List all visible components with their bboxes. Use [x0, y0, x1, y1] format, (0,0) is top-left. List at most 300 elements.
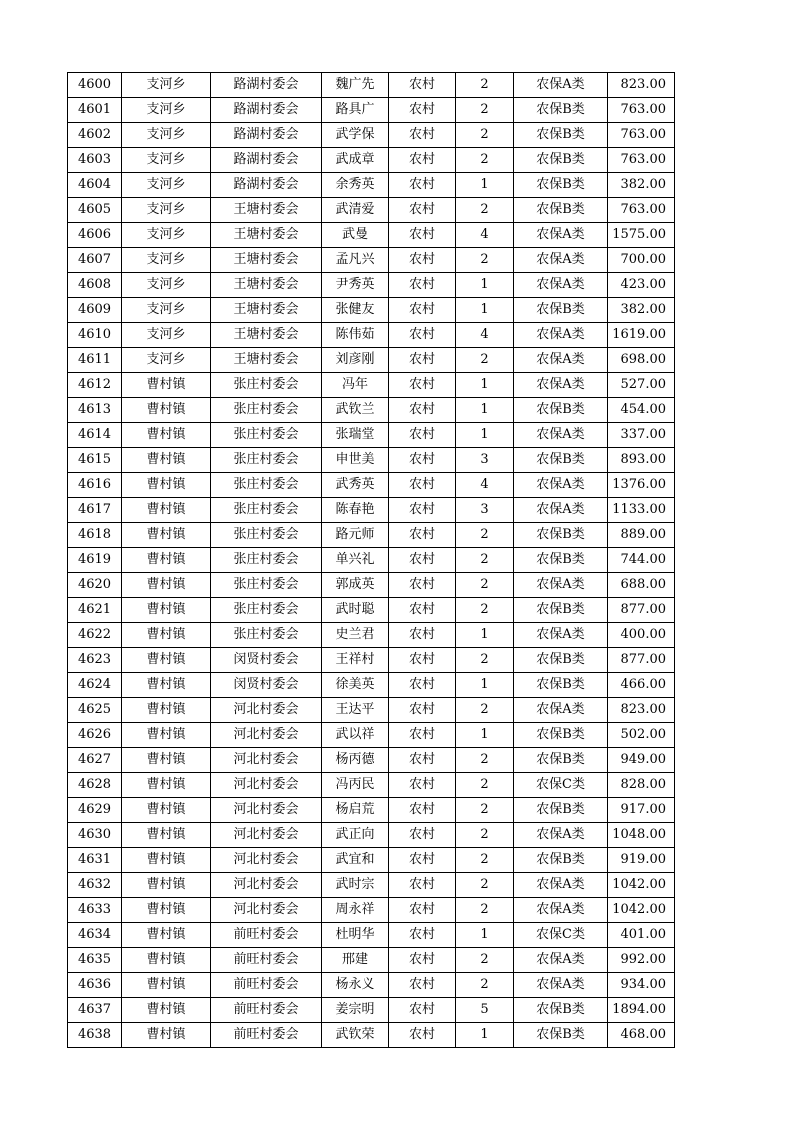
household-count-cell: 2: [456, 548, 514, 573]
amount-cell: 763.00: [608, 123, 675, 148]
insurance-category-cell: 农保B类: [514, 848, 608, 873]
village-committee-cell: 前旺村委会: [211, 923, 322, 948]
row-number-cell: 4627: [68, 748, 122, 773]
row-number-cell: 4632: [68, 873, 122, 898]
name-cell: 武学保: [322, 123, 389, 148]
name-cell: 路元师: [322, 523, 389, 548]
area-type-cell: 农村: [389, 448, 456, 473]
amount-cell: 949.00: [608, 748, 675, 773]
insurance-category-cell: 农保A类: [514, 473, 608, 498]
name-cell: 孟凡兴: [322, 248, 389, 273]
township-cell: 曹村镇: [122, 1023, 211, 1048]
amount-cell: 889.00: [608, 523, 675, 548]
household-count-cell: 2: [456, 848, 514, 873]
table-row: [68, 598, 675, 623]
township-cell: 曹村镇: [122, 423, 211, 448]
row-number-cell: 4615: [68, 448, 122, 473]
household-count-cell: 2: [456, 948, 514, 973]
household-count-cell: 2: [456, 198, 514, 223]
insurance-category-cell: 农保B类: [514, 673, 608, 698]
area-type-cell: 农村: [389, 598, 456, 623]
insurance-category-cell: 农保A类: [514, 573, 608, 598]
amount-cell: 1894.00: [608, 998, 675, 1023]
name-cell: 武正向: [322, 823, 389, 848]
area-type-cell: 农村: [389, 773, 456, 798]
name-cell: 张健友: [322, 298, 389, 323]
table-row: [68, 398, 675, 423]
row-number-cell: 4622: [68, 623, 122, 648]
insurance-category-cell: 农保A类: [514, 73, 608, 98]
household-count-cell: 1: [456, 298, 514, 323]
insurance-category-cell: 农保B类: [514, 448, 608, 473]
area-type-cell: 农村: [389, 823, 456, 848]
township-cell: 支河乡: [122, 273, 211, 298]
area-type-cell: 农村: [389, 548, 456, 573]
village-committee-cell: 河北村委会: [211, 873, 322, 898]
area-type-cell: 农村: [389, 523, 456, 548]
township-cell: 支河乡: [122, 223, 211, 248]
name-cell: 姜宗明: [322, 998, 389, 1023]
township-cell: 曹村镇: [122, 648, 211, 673]
township-cell: 支河乡: [122, 348, 211, 373]
insurance-category-cell: 农保B类: [514, 298, 608, 323]
township-cell: 曹村镇: [122, 673, 211, 698]
insurance-category-cell: 农保A类: [514, 423, 608, 448]
household-count-cell: 1: [456, 723, 514, 748]
table-row: [68, 373, 675, 398]
insurance-category-cell: 农保C类: [514, 773, 608, 798]
table-row: [68, 523, 675, 548]
amount-cell: 454.00: [608, 398, 675, 423]
amount-cell: 466.00: [608, 673, 675, 698]
amount-cell: 337.00: [608, 423, 675, 448]
insurance-category-cell: 农保B类: [514, 798, 608, 823]
table-row: [68, 148, 675, 173]
table-row: [68, 498, 675, 523]
area-type-cell: 农村: [389, 848, 456, 873]
row-number-cell: 4611: [68, 348, 122, 373]
household-count-cell: 4: [456, 473, 514, 498]
table-row: [68, 848, 675, 873]
table-row: [68, 173, 675, 198]
village-committee-cell: 路湖村委会: [211, 148, 322, 173]
township-cell: 曹村镇: [122, 998, 211, 1023]
township-cell: 曹村镇: [122, 773, 211, 798]
insurance-category-cell: 农保A类: [514, 248, 608, 273]
area-type-cell: 农村: [389, 898, 456, 923]
row-number-cell: 4614: [68, 423, 122, 448]
household-count-cell: 2: [456, 773, 514, 798]
amount-cell: 917.00: [608, 798, 675, 823]
township-cell: 支河乡: [122, 248, 211, 273]
amount-cell: 934.00: [608, 973, 675, 998]
amount-cell: 763.00: [608, 98, 675, 123]
row-number-cell: 4635: [68, 948, 122, 973]
name-cell: 张瑞堂: [322, 423, 389, 448]
household-count-cell: 2: [456, 523, 514, 548]
township-cell: 曹村镇: [122, 573, 211, 598]
township-cell: 曹村镇: [122, 698, 211, 723]
table-row: [68, 948, 675, 973]
table-row: [68, 198, 675, 223]
township-cell: 支河乡: [122, 123, 211, 148]
amount-cell: 527.00: [608, 373, 675, 398]
township-cell: 曹村镇: [122, 798, 211, 823]
name-cell: 武清爱: [322, 198, 389, 223]
area-type-cell: 农村: [389, 648, 456, 673]
household-count-cell: 4: [456, 323, 514, 348]
village-committee-cell: 张庄村委会: [211, 623, 322, 648]
area-type-cell: 农村: [389, 573, 456, 598]
village-committee-cell: 王塘村委会: [211, 223, 322, 248]
area-type-cell: 农村: [389, 423, 456, 448]
village-committee-cell: 张庄村委会: [211, 598, 322, 623]
insurance-category-cell: 农保B类: [514, 598, 608, 623]
area-type-cell: 农村: [389, 748, 456, 773]
insurance-category-cell: 农保A类: [514, 373, 608, 398]
township-cell: 曹村镇: [122, 448, 211, 473]
village-committee-cell: 张庄村委会: [211, 573, 322, 598]
area-type-cell: 农村: [389, 148, 456, 173]
village-committee-cell: 河北村委会: [211, 773, 322, 798]
amount-cell: 700.00: [608, 248, 675, 273]
insurance-category-cell: 农保A类: [514, 873, 608, 898]
table-row: [68, 623, 675, 648]
amount-cell: 1376.00: [608, 473, 675, 498]
village-committee-cell: 河北村委会: [211, 798, 322, 823]
township-cell: 支河乡: [122, 198, 211, 223]
township-cell: 支河乡: [122, 323, 211, 348]
township-cell: 曹村镇: [122, 373, 211, 398]
row-number-cell: 4638: [68, 1023, 122, 1048]
area-type-cell: 农村: [389, 323, 456, 348]
village-committee-cell: 河北村委会: [211, 748, 322, 773]
table-row: [68, 773, 675, 798]
row-number-cell: 4613: [68, 398, 122, 423]
name-cell: 武以祥: [322, 723, 389, 748]
table-row: [68, 1023, 675, 1048]
name-cell: 余秀英: [322, 173, 389, 198]
village-committee-cell: 闵贤村委会: [211, 648, 322, 673]
area-type-cell: 农村: [389, 348, 456, 373]
household-count-cell: 3: [456, 448, 514, 473]
township-cell: 曹村镇: [122, 398, 211, 423]
insurance-category-cell: 农保A类: [514, 973, 608, 998]
amount-cell: 1575.00: [608, 223, 675, 248]
table-row: [68, 548, 675, 573]
name-cell: 武钦荣: [322, 1023, 389, 1048]
insurance-category-cell: 农保B类: [514, 648, 608, 673]
insurance-category-cell: 农保A类: [514, 623, 608, 648]
amount-cell: 400.00: [608, 623, 675, 648]
row-number-cell: 4607: [68, 248, 122, 273]
name-cell: 王达平: [322, 698, 389, 723]
village-committee-cell: 张庄村委会: [211, 473, 322, 498]
name-cell: 王祥村: [322, 648, 389, 673]
village-committee-cell: 王塘村委会: [211, 198, 322, 223]
table-row: [68, 973, 675, 998]
insurance-category-cell: 农保A类: [514, 948, 608, 973]
amount-cell: 382.00: [608, 298, 675, 323]
amount-cell: 823.00: [608, 73, 675, 98]
village-committee-cell: 路湖村委会: [211, 123, 322, 148]
village-committee-cell: 河北村委会: [211, 698, 322, 723]
township-cell: 曹村镇: [122, 848, 211, 873]
township-cell: 曹村镇: [122, 948, 211, 973]
row-number-cell: 4609: [68, 298, 122, 323]
insurance-category-cell: 农保A类: [514, 323, 608, 348]
name-cell: 史兰君: [322, 623, 389, 648]
name-cell: 武时宗: [322, 873, 389, 898]
amount-cell: 1048.00: [608, 823, 675, 848]
table-row: [68, 823, 675, 848]
household-count-cell: 1: [456, 623, 514, 648]
village-committee-cell: 前旺村委会: [211, 948, 322, 973]
township-cell: 支河乡: [122, 148, 211, 173]
name-cell: 申世美: [322, 448, 389, 473]
row-number-cell: 4616: [68, 473, 122, 498]
area-type-cell: 农村: [389, 473, 456, 498]
area-type-cell: 农村: [389, 123, 456, 148]
row-number-cell: 4619: [68, 548, 122, 573]
name-cell: 陈春艳: [322, 498, 389, 523]
area-type-cell: 农村: [389, 973, 456, 998]
table-row: [68, 798, 675, 823]
area-type-cell: 农村: [389, 223, 456, 248]
amount-cell: 763.00: [608, 148, 675, 173]
township-cell: 曹村镇: [122, 548, 211, 573]
insurance-category-cell: 农保B类: [514, 1023, 608, 1048]
row-number-cell: 4600: [68, 73, 122, 98]
village-committee-cell: 河北村委会: [211, 723, 322, 748]
village-committee-cell: 河北村委会: [211, 898, 322, 923]
row-number-cell: 4606: [68, 223, 122, 248]
insurance-category-cell: 农保B类: [514, 148, 608, 173]
insurance-category-cell: 农保B类: [514, 723, 608, 748]
village-committee-cell: 路湖村委会: [211, 73, 322, 98]
table-row: [68, 698, 675, 723]
row-number-cell: 4601: [68, 98, 122, 123]
row-number-cell: 4637: [68, 998, 122, 1023]
name-cell: 武宜和: [322, 848, 389, 873]
insurance-category-cell: 农保B类: [514, 98, 608, 123]
name-cell: 武钦兰: [322, 398, 389, 423]
name-cell: 郭成英: [322, 573, 389, 598]
insurance-category-cell: 农保A类: [514, 223, 608, 248]
name-cell: 刘彦刚: [322, 348, 389, 373]
name-cell: 武成章: [322, 148, 389, 173]
row-number-cell: 4612: [68, 373, 122, 398]
household-count-cell: 2: [456, 873, 514, 898]
amount-cell: 423.00: [608, 273, 675, 298]
row-number-cell: 4634: [68, 923, 122, 948]
area-type-cell: 农村: [389, 623, 456, 648]
village-committee-cell: 王塘村委会: [211, 248, 322, 273]
table-row: [68, 473, 675, 498]
table-row: [68, 348, 675, 373]
name-cell: 路具广: [322, 98, 389, 123]
area-type-cell: 农村: [389, 398, 456, 423]
table-row: [68, 448, 675, 473]
insurance-category-cell: 农保B类: [514, 198, 608, 223]
table-row: [68, 123, 675, 148]
row-number-cell: 4605: [68, 198, 122, 223]
area-type-cell: 农村: [389, 498, 456, 523]
name-cell: 杨启荒: [322, 798, 389, 823]
village-committee-cell: 前旺村委会: [211, 973, 322, 998]
area-type-cell: 农村: [389, 1023, 456, 1048]
insurance-category-cell: 农保B类: [514, 998, 608, 1023]
township-cell: 曹村镇: [122, 523, 211, 548]
table-row: [68, 298, 675, 323]
name-cell: 武时聪: [322, 598, 389, 623]
row-number-cell: 4636: [68, 973, 122, 998]
table-row: [68, 323, 675, 348]
table-row: [68, 573, 675, 598]
row-number-cell: 4617: [68, 498, 122, 523]
row-number-cell: 4633: [68, 898, 122, 923]
row-number-cell: 4618: [68, 523, 122, 548]
row-number-cell: 4603: [68, 148, 122, 173]
household-count-cell: 2: [456, 573, 514, 598]
insurance-category-cell: 农保B类: [514, 398, 608, 423]
row-number-cell: 4620: [68, 573, 122, 598]
row-number-cell: 4626: [68, 723, 122, 748]
village-committee-cell: 前旺村委会: [211, 1023, 322, 1048]
village-committee-cell: 王塘村委会: [211, 298, 322, 323]
household-count-cell: 2: [456, 698, 514, 723]
village-committee-cell: 张庄村委会: [211, 523, 322, 548]
township-cell: 曹村镇: [122, 623, 211, 648]
name-cell: 杨丙德: [322, 748, 389, 773]
insurance-category-cell: 农保A类: [514, 698, 608, 723]
household-count-cell: 2: [456, 798, 514, 823]
amount-cell: 1133.00: [608, 498, 675, 523]
village-committee-cell: 张庄村委会: [211, 398, 322, 423]
row-number-cell: 4602: [68, 123, 122, 148]
village-committee-cell: 张庄村委会: [211, 498, 322, 523]
amount-cell: 698.00: [608, 348, 675, 373]
amount-cell: 828.00: [608, 773, 675, 798]
row-number-cell: 4610: [68, 323, 122, 348]
name-cell: 徐美英: [322, 673, 389, 698]
insurance-category-cell: 农保C类: [514, 923, 608, 948]
area-type-cell: 农村: [389, 923, 456, 948]
township-cell: 曹村镇: [122, 473, 211, 498]
amount-cell: 877.00: [608, 598, 675, 623]
amount-cell: 893.00: [608, 448, 675, 473]
area-type-cell: 农村: [389, 698, 456, 723]
village-committee-cell: 王塘村委会: [211, 323, 322, 348]
area-type-cell: 农村: [389, 673, 456, 698]
table-row: [68, 648, 675, 673]
township-cell: 曹村镇: [122, 873, 211, 898]
township-cell: 曹村镇: [122, 923, 211, 948]
village-committee-cell: 张庄村委会: [211, 373, 322, 398]
village-committee-cell: 张庄村委会: [211, 448, 322, 473]
amount-cell: 877.00: [608, 648, 675, 673]
table-row: [68, 673, 675, 698]
row-number-cell: 4604: [68, 173, 122, 198]
insurance-category-cell: 农保B类: [514, 173, 608, 198]
name-cell: 武秀英: [322, 473, 389, 498]
amount-cell: 401.00: [608, 923, 675, 948]
row-number-cell: 4625: [68, 698, 122, 723]
household-count-cell: 1: [456, 398, 514, 423]
name-cell: 武曼: [322, 223, 389, 248]
row-number-cell: 4631: [68, 848, 122, 873]
household-count-cell: 2: [456, 73, 514, 98]
amount-cell: 919.00: [608, 848, 675, 873]
area-type-cell: 农村: [389, 373, 456, 398]
area-type-cell: 农村: [389, 198, 456, 223]
household-count-cell: 2: [456, 973, 514, 998]
insurance-category-cell: 农保A类: [514, 898, 608, 923]
household-count-cell: 2: [456, 123, 514, 148]
area-type-cell: 农村: [389, 248, 456, 273]
table-row: [68, 98, 675, 123]
area-type-cell: 农村: [389, 173, 456, 198]
insurance-category-cell: 农保A类: [514, 348, 608, 373]
area-type-cell: 农村: [389, 73, 456, 98]
household-count-cell: 2: [456, 823, 514, 848]
township-cell: 曹村镇: [122, 498, 211, 523]
household-count-cell: 1: [456, 923, 514, 948]
village-committee-cell: 王塘村委会: [211, 273, 322, 298]
amount-cell: 823.00: [608, 698, 675, 723]
amount-cell: 688.00: [608, 573, 675, 598]
area-type-cell: 农村: [389, 298, 456, 323]
insurance-category-cell: 农保A类: [514, 823, 608, 848]
row-number-cell: 4608: [68, 273, 122, 298]
amount-cell: 744.00: [608, 548, 675, 573]
row-number-cell: 4628: [68, 773, 122, 798]
name-cell: 杨永义: [322, 973, 389, 998]
amount-cell: 1619.00: [608, 323, 675, 348]
household-count-cell: 1: [456, 423, 514, 448]
village-committee-cell: 张庄村委会: [211, 548, 322, 573]
township-cell: 支河乡: [122, 98, 211, 123]
household-count-cell: 2: [456, 98, 514, 123]
table-row: [68, 273, 675, 298]
name-cell: 冯年: [322, 373, 389, 398]
table-row: [68, 898, 675, 923]
table-row: [68, 223, 675, 248]
name-cell: 冯丙民: [322, 773, 389, 798]
table-row: [68, 748, 675, 773]
village-committee-cell: 路湖村委会: [211, 173, 322, 198]
table-row: [68, 923, 675, 948]
amount-cell: 1042.00: [608, 898, 675, 923]
row-number-cell: 4629: [68, 798, 122, 823]
insurance-category-cell: 农保A类: [514, 273, 608, 298]
household-count-cell: 2: [456, 748, 514, 773]
household-count-cell: 1: [456, 373, 514, 398]
village-committee-cell: 河北村委会: [211, 823, 322, 848]
village-committee-cell: 河北村委会: [211, 848, 322, 873]
amount-cell: 763.00: [608, 198, 675, 223]
name-cell: 魏广先: [322, 73, 389, 98]
household-count-cell: 1: [456, 273, 514, 298]
row-number-cell: 4630: [68, 823, 122, 848]
township-cell: 曹村镇: [122, 973, 211, 998]
household-count-cell: 2: [456, 348, 514, 373]
household-count-cell: 3: [456, 498, 514, 523]
township-cell: 支河乡: [122, 73, 211, 98]
name-cell: 邢建: [322, 948, 389, 973]
table-row: [68, 423, 675, 448]
amount-cell: 468.00: [608, 1023, 675, 1048]
